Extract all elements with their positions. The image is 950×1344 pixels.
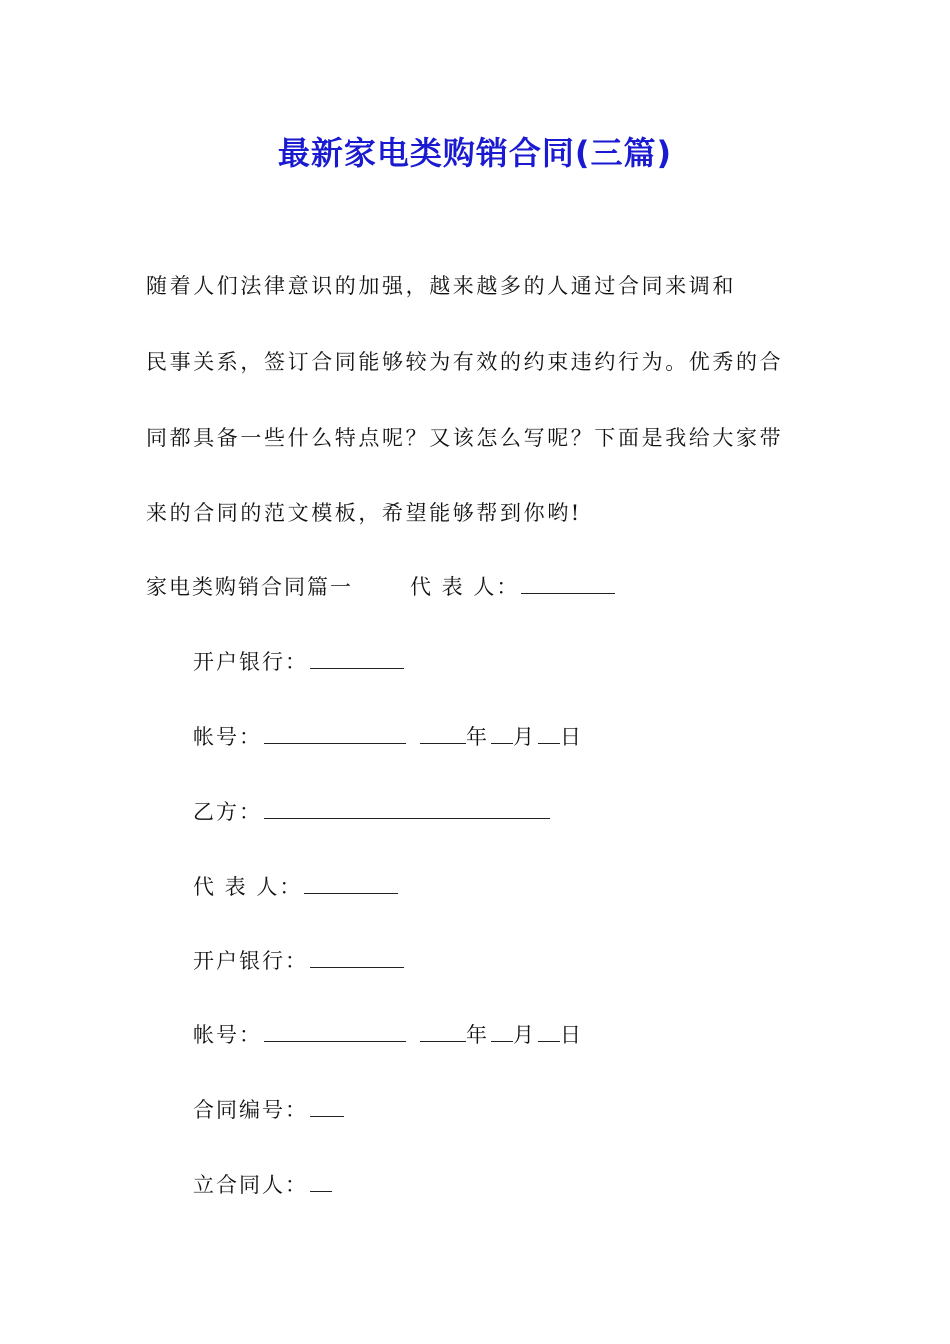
day-blank[interactable] (538, 1023, 560, 1042)
day-label: 日 (560, 1023, 583, 1047)
document-title: 最新家电类购销合同(三篇) (277, 134, 673, 172)
month-blank[interactable] (491, 725, 513, 744)
day-blank[interactable] (538, 725, 560, 744)
representative-label: 代 表 人： (193, 875, 303, 899)
signer-line (193, 1169, 332, 1199)
bank-label: 开户银行： (193, 650, 308, 674)
section-heading: 家电类购销合同篇一 (146, 575, 353, 599)
representative-label: 代 表 人： (410, 575, 520, 599)
month-blank[interactable] (491, 1023, 513, 1042)
bank-blank[interactable] (310, 650, 404, 669)
bank-label: 开户银行： (193, 949, 308, 973)
month-label: 月 (513, 1023, 536, 1047)
bank-line-2 (193, 945, 404, 975)
day-label: 日 (560, 725, 583, 749)
intro-line-4: 来的合同的范文模板，希望能够帮到你哟! (146, 501, 582, 525)
intro-line-3: 同都具备一些什么特点呢？又该怎么写呢？下面是我给大家带 (146, 426, 784, 450)
contract-number-line (193, 1094, 344, 1124)
account-blank[interactable] (264, 725, 406, 744)
signer-blank[interactable] (310, 1173, 332, 1192)
month-label: 月 (513, 725, 536, 749)
representative-line-2 (193, 871, 398, 901)
party-b-blank[interactable] (264, 800, 550, 819)
party-b-label: 乙方： (193, 800, 262, 824)
representative-line-1 (410, 571, 615, 601)
intro-line-1: 随着人们法律意识的加强，越来越多的人通过合同来调和 (146, 274, 736, 298)
account-line-1 (193, 721, 583, 751)
intro-line-2: 民事关系，签订合同能够较为有效的约束违约行为。优秀的合 (146, 350, 784, 374)
account-line-2 (193, 1019, 583, 1049)
bank-blank[interactable] (310, 949, 404, 968)
year-label: 年 (466, 1023, 489, 1047)
year-blank[interactable] (420, 1023, 466, 1042)
year-label: 年 (466, 725, 489, 749)
account-label: 帐号： (193, 1023, 262, 1047)
party-b-line (193, 796, 550, 826)
representative-blank[interactable] (521, 575, 615, 594)
signer-label: 立合同人： (193, 1173, 308, 1197)
account-label: 帐号： (193, 725, 262, 749)
year-blank[interactable] (420, 725, 466, 744)
account-blank[interactable] (264, 1023, 406, 1042)
contract-number-label: 合同编号： (193, 1098, 308, 1122)
representative-blank[interactable] (304, 875, 398, 894)
bank-line-1 (193, 646, 404, 676)
contract-number-blank[interactable] (310, 1098, 344, 1117)
